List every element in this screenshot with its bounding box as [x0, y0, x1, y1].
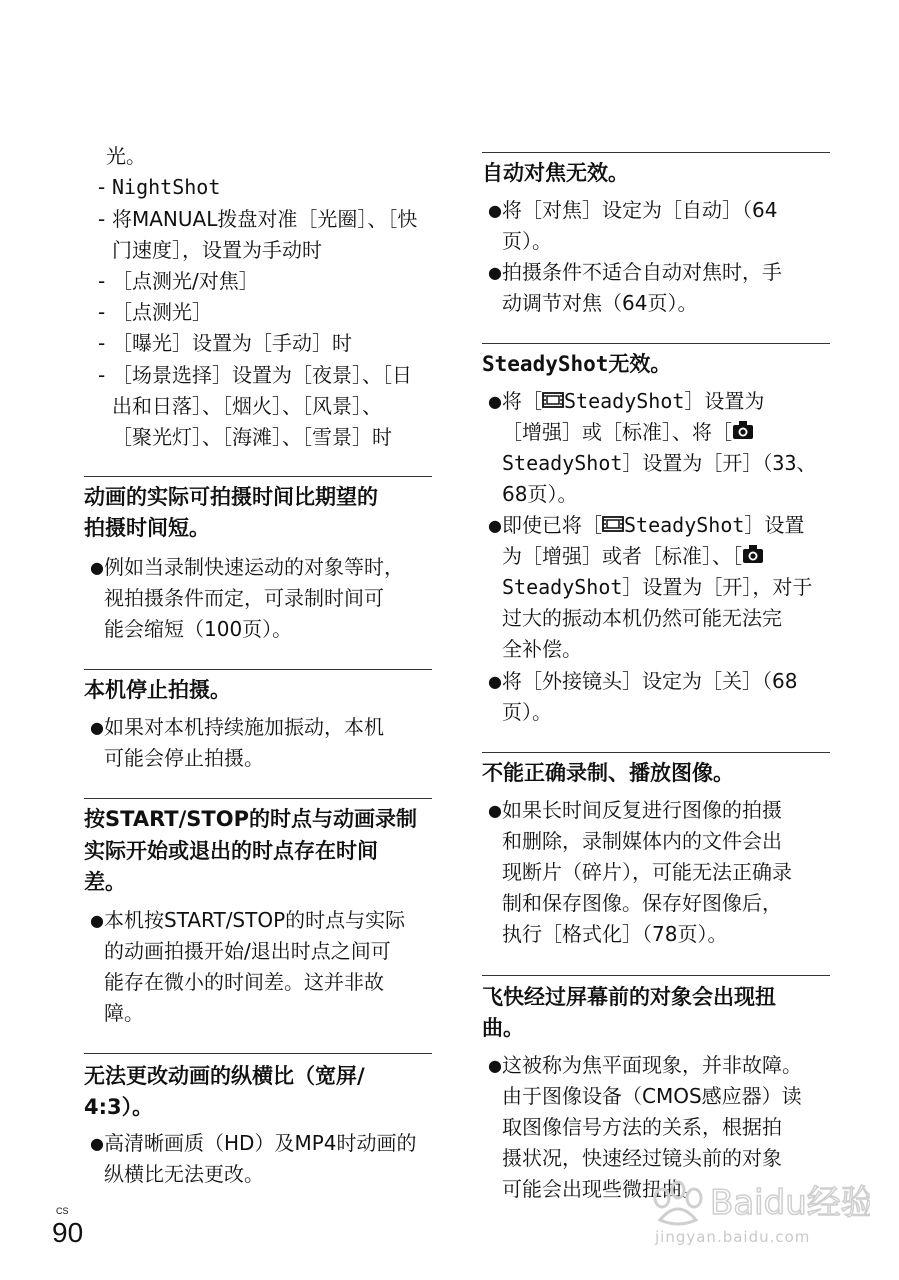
- text-line: 纵横比无法更改。: [104, 1162, 264, 1186]
- text-line: 例如当录制快速运动的对象等时，: [104, 555, 404, 579]
- text-line: ［点测光］: [112, 300, 212, 324]
- text-line: 光。: [106, 144, 146, 168]
- text-line: 68页）。: [502, 482, 578, 506]
- text-line: 全补偿。: [502, 637, 582, 661]
- dash-marker: -: [98, 300, 106, 324]
- text-line: ［点测光/对焦］: [112, 269, 259, 293]
- camera-icon: [732, 418, 754, 449]
- section-heading: 动画的实际可拍摄时间比期望的: [84, 485, 378, 509]
- bullet-marker: ●: [488, 516, 502, 535]
- text-line: [502, 541, 764, 573]
- section-heading: 4:3）。: [84, 1095, 154, 1119]
- bullet-marker: ●: [488, 801, 502, 820]
- text-line: 页）。: [502, 229, 552, 253]
- film-strip-icon: [602, 511, 624, 542]
- text-line: 这被称为焦平面现象，并非故障。: [502, 1053, 802, 1077]
- text-fragment: SteadyShot］设置: [624, 513, 805, 537]
- section-divider: [84, 1053, 432, 1054]
- text-fragment: SteadyShot］设置为: [564, 389, 765, 413]
- section-heading: 本机停止拍摄。: [84, 678, 231, 702]
- text-line: 现断片（碎片），可能无法正确录: [502, 860, 792, 884]
- section-heading: 差。: [84, 870, 126, 894]
- text-line: 如果对本机持续施加振动，本机: [104, 715, 384, 739]
- bullet-marker: ●: [90, 1134, 104, 1153]
- text-line: 将［外接镜头］设定为［关］（68: [502, 669, 798, 693]
- text-line: 摄状况，快速经过镜头前的对象: [502, 1146, 782, 1170]
- text-line: 将MANUAL拨盘对准［光圈］、［快: [112, 207, 418, 231]
- section-heading: 按START/STOP的时点与动画录制: [84, 807, 417, 831]
- section-divider: [84, 669, 432, 670]
- dash-marker: -: [98, 207, 106, 231]
- text-line: 的动画拍摄开始/退出时点之间可: [104, 939, 391, 963]
- bullet-marker: ●: [488, 201, 502, 220]
- text-line: ［聚光灯］、［海滩］、［雪景］时: [112, 425, 392, 449]
- text-line: 能会缩短（100页）。: [104, 617, 293, 641]
- bullet-marker: ●: [488, 1056, 502, 1075]
- text-line: SteadyShot］设置为［开］，对于: [502, 575, 813, 599]
- text-line: 高清晰画质（HD）及MP4时动画的: [104, 1131, 417, 1155]
- text-line: 过大的振动本机仍然可能无法完: [502, 606, 782, 630]
- text-line: 可能会出现些微扭曲。: [502, 1177, 702, 1201]
- text-line: 由于图像设备（CMOS感应器）读: [502, 1084, 802, 1108]
- text-line: 取图像信号方法的关系，根据拍: [502, 1115, 782, 1139]
- text-line: 能存在微小的时间差。这并非故: [104, 970, 384, 994]
- dash-marker: -: [98, 269, 106, 293]
- text-line: 视拍摄条件而定，可录制时间可: [104, 586, 384, 610]
- bullet-marker: ●: [488, 392, 502, 411]
- section-heading: 无法更改动画的纵横比（宽屏/: [84, 1064, 365, 1088]
- section-divider: [84, 476, 432, 477]
- text-fragment: ［增强］或［标准］、将［: [502, 420, 732, 444]
- film-strip-icon: [542, 387, 564, 418]
- text-line: [502, 386, 764, 418]
- svg-text:Baidu经验: Baidu经验: [710, 1183, 870, 1223]
- text-line: 将［对焦］设定为［自动］（64: [502, 198, 778, 222]
- text-line: SteadyShot］设置为［开］（33、: [502, 451, 817, 475]
- section-heading: 拍摄时间短。: [84, 516, 210, 540]
- text-line: 制和保存图像。保存好图像后，: [502, 891, 782, 915]
- text-fragment: 将［: [502, 389, 542, 413]
- dash-marker: -: [98, 363, 106, 387]
- text-line: 如果长时间反复进行图像的拍摄: [502, 798, 782, 822]
- section-heading: 实际开始或退出的时点存在时间: [84, 839, 378, 863]
- text-line: 可能会停止拍摄。: [104, 746, 264, 770]
- text-line: 和删除，录制媒体内的文件会出: [502, 829, 782, 853]
- text-line: 障。: [104, 1001, 144, 1025]
- bullet-marker: ●: [488, 672, 502, 691]
- bullet-marker: ●: [90, 558, 104, 577]
- text-line: 出和日落］、［烟火］、［风景］、: [112, 394, 382, 418]
- page-number: 90: [52, 1217, 84, 1248]
- bullet-marker: ●: [90, 718, 104, 737]
- text-line: 门速度］，设置为手动时: [112, 238, 322, 262]
- section-heading: 飞快经过屏幕前的对象会出现扭: [482, 985, 776, 1009]
- text-line: ［场景选择］设置为［夜景］、［日: [112, 363, 412, 387]
- text-fragment: 为［增强］或者［标准］、［: [502, 544, 742, 568]
- camera-icon: [742, 542, 764, 573]
- section-heading: 不能正确录制、播放图像。: [482, 761, 734, 785]
- baidu-watermark-logo: [640, 1170, 870, 1260]
- text-line: 拍摄条件不适合自动对焦时，手: [502, 260, 782, 284]
- dash-marker: -: [98, 331, 106, 355]
- section-heading: 自动对焦无效。: [482, 161, 629, 185]
- section-divider: [84, 798, 432, 799]
- section-heading: SteadyShot无效。: [482, 352, 672, 376]
- section-divider: [482, 975, 830, 976]
- bullet-marker: ●: [90, 911, 104, 930]
- page-lang-code: CS: [56, 1206, 69, 1216]
- dash-marker: -: [98, 175, 106, 199]
- text-line: ［曝光］设置为［手动］时: [112, 331, 352, 355]
- section-heading: 曲。: [482, 1016, 524, 1040]
- text-line: 页）。: [502, 700, 552, 724]
- watermark-url: jingyan.baidu.com: [655, 1228, 811, 1246]
- bullet-marker: ●: [488, 263, 502, 282]
- text-line: [502, 510, 804, 542]
- text-fragment: 即使已将［: [502, 513, 602, 537]
- text-line: NightShot: [112, 175, 221, 199]
- text-line: 本机按START/STOP的时点与实际: [104, 908, 406, 932]
- section-divider: [482, 152, 830, 153]
- text-line: 动调节对焦（64页）。: [502, 291, 698, 315]
- section-divider: [482, 343, 830, 344]
- text-line: 执行［格式化］（78页）。: [502, 922, 728, 946]
- section-divider: [482, 752, 830, 753]
- text-line: [502, 417, 754, 449]
